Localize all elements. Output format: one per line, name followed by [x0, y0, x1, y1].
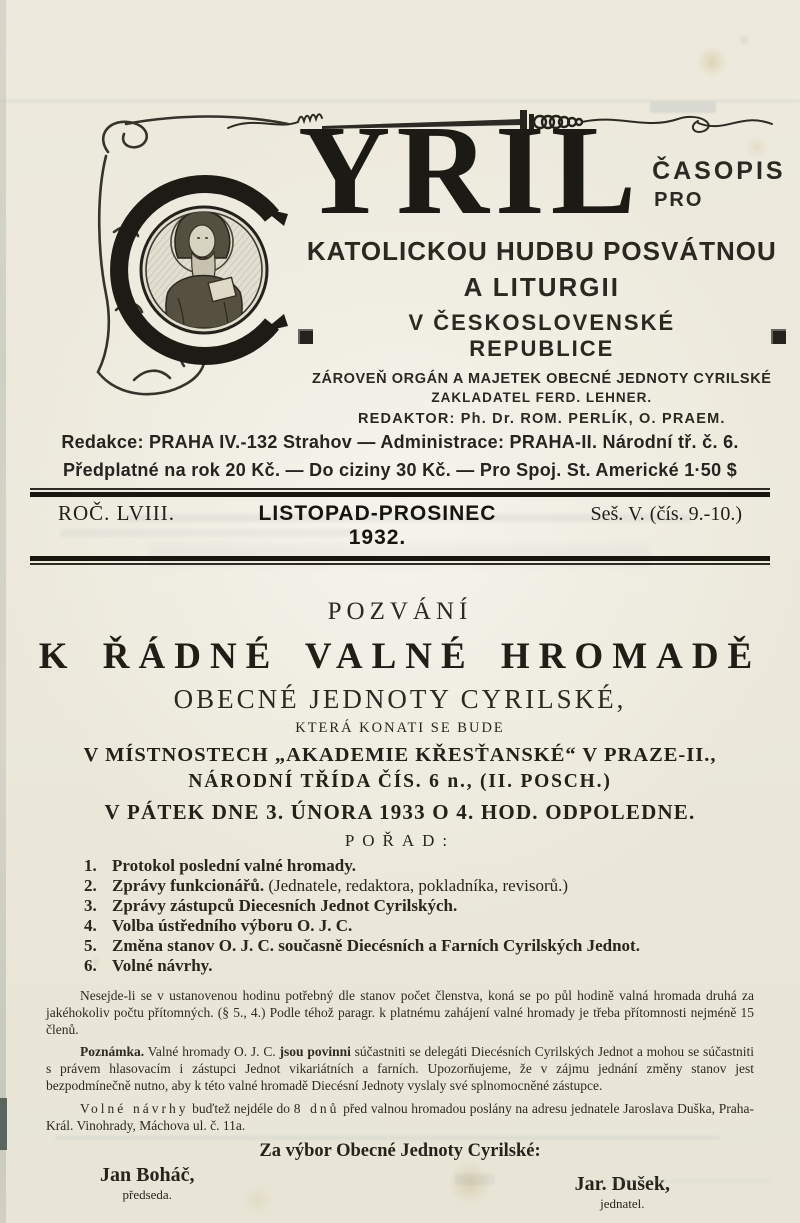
proposals-paragraph: Volné návrhy buďtež nejdéle do 8 dnů před valnou hromadou poslány na adresu jednatele Jaroslava Duška, Praha-Král. Vinohrady, Máchova ul. č. 11a. — [46, 1100, 754, 1133]
proposals-lead: Volné návrhy — [80, 1100, 189, 1116]
agenda-number: 4. — [84, 916, 97, 935]
issue-bar — [30, 492, 770, 561]
magazine-title: YRIL — [298, 99, 643, 241]
agenda-text-bold: Protokol poslední valné hromady. — [112, 856, 357, 875]
scan-edge-artifact — [0, 1098, 7, 1150]
bleed-through-artifact — [455, 1174, 495, 1185]
issue-period: LISTOPAD-PROSINEC 1932. — [258, 502, 497, 549]
subtitle-line-1: KATOLICKOU HUDBU POSVÁTNOU — [306, 236, 777, 266]
masthead — [0, 0, 800, 427]
region-line — [298, 310, 786, 362]
agenda-heading: POŘAD: — [344, 831, 456, 850]
agenda-item — [84, 876, 744, 896]
invitation-section — [0, 597, 800, 976]
agenda-number: 3. — [84, 896, 97, 915]
tagline — [652, 156, 786, 212]
secretary-role: jednatel. — [600, 1196, 645, 1212]
agenda-item — [84, 856, 744, 876]
agenda-text-bold: Zprávy zástupců Diecesních Jednot Cyrilských. — [112, 896, 458, 915]
initial-c-illustration — [92, 112, 298, 400]
agenda-item — [84, 956, 744, 976]
agenda-list — [84, 856, 744, 976]
founder-line: ZAKLADATEL FERD. LEHNER. — [431, 390, 653, 405]
chairman-name: Jan Boháč, — [100, 1164, 195, 1187]
issue-number: Seš. V. (čís. 9.-10.) — [590, 503, 742, 525]
agenda-number: 6. — [84, 956, 97, 975]
invitation-title: K ŘÁDNÉ VALNÉ HROMADĚ — [38, 636, 762, 677]
address-line: Redakce: PRAHA IV.-132 Strahov — Administrace: PRAHA-II. Národní tř. č. 6. — [61, 432, 739, 452]
agenda-text-bold: Změna stanov O. J. C. současně Diecésních a Farních Cyrilských Jednot. — [112, 936, 640, 955]
agenda-item — [84, 916, 744, 936]
venue-line-1: V MÍSTNOSTECH „AKADEMIE KŘESŤANSKÉ“ V PRAZE-II., — [83, 744, 717, 766]
organ-line: ZÁROVEŇ ORGÁN A MAJETEK OBECNÉ JEDNOTY CYRILSKÉ — [312, 371, 772, 387]
subtitle-line-2: A LITURGII — [463, 272, 620, 302]
quorum-paragraph: Nesejde-li se v ustanovenou hodinu potřebný dle stanov počet členstva, koná se po půl hodině valná hromada druhá za jakéhokoliv počtu přítomných. (§ 5., 4.) Podle téhož paragr. k platnému zahájení valné hromady je třeba přítomnosti nejméně 15 členů. — [46, 988, 754, 1037]
venue-line-2: NÁRODNÍ TŘÍDA ČÍS. 6 n., (II. POSCH.) — [188, 771, 612, 792]
agenda-item — [84, 936, 744, 956]
invitation-subtitle: OBECNÉ JEDNOTY CYRILSKÉ, — [173, 684, 627, 714]
volume-label: ROČ. LVIII. — [58, 501, 175, 525]
bleed-through-artifact — [55, 1136, 720, 1140]
signature-row — [0, 1163, 800, 1212]
tagline-casopis: ČASOPIS — [652, 157, 786, 185]
on-behalf-line: Za výbor Obecné Jednoty Cyrilské: — [259, 1141, 541, 1162]
subscription-line: Předplatné na rok 20 Kč. — Do ciziny 30 Kč. — Pro Spoj. St. Americké 1·50 $ — [62, 460, 738, 480]
agenda-number: 1. — [84, 856, 97, 875]
note-paragraph: Poznámka. Valné hromady O. J. C. jsou povinni súčastniti se delegáti Diecésních Cyrilských Jednot a mohou se súčastniti s právem hlasovacím i zástupci Jednot vikariátních a farních. Upozorňujeme, že v zájmu jednání změny stanov jest bezpodmínečně nutno, aby k této valné hromadě Diecésní Jednoty vyslaly své splnomocněné zástupce. — [46, 1044, 754, 1093]
region-text: V ČESKOSLOVENSKÉ REPUBLICE — [408, 310, 676, 361]
chairman-role: předseda. — [122, 1187, 172, 1203]
datetime-line: V PÁTEK DNE 3. ÚNORA 1933 O 4. HOD. ODPOLEDNE. — [104, 800, 696, 824]
agenda-text-bold: Volba ústředního výboru O. J. C. — [112, 916, 353, 935]
secretary-name: Jar. Dušek, — [574, 1173, 670, 1196]
agenda-text-bold: Volné návrhy. — [112, 956, 213, 975]
note-bold-phrase: jsou povinni — [279, 1044, 351, 1060]
agenda-text-bold: Zprávy funkcionářů. — [112, 876, 265, 895]
bleed-through-artifact — [600, 1179, 770, 1183]
fine-print — [46, 988, 754, 1134]
note-label: Poznámka. — [80, 1044, 145, 1060]
proposals-days: 8 dnů — [293, 1100, 340, 1116]
agenda-number: 5. — [84, 936, 97, 955]
masthead-text-block — [298, 99, 800, 427]
tagline-pro: PRO — [654, 189, 704, 211]
invitation-intro: KTERÁ KONATI SE BUDE — [295, 720, 505, 736]
saint-cyril-medallion — [141, 207, 267, 333]
contact-block — [0, 431, 800, 481]
agenda-item — [84, 896, 744, 916]
invitation-kicker: POZVÁNÍ — [327, 598, 473, 625]
editor-line: REDAKTOR: Ph. Dr. ROM. PERLÍK, O. PRAEM. — [358, 411, 726, 427]
ornament-square-icon — [298, 329, 313, 344]
signature-left — [100, 1163, 194, 1212]
agenda-number: 2. — [84, 876, 97, 895]
ornament-square-icon — [771, 329, 786, 344]
agenda-text-rest: (Jednatele, redaktora, pokladníka, revisorů.) — [264, 876, 569, 895]
